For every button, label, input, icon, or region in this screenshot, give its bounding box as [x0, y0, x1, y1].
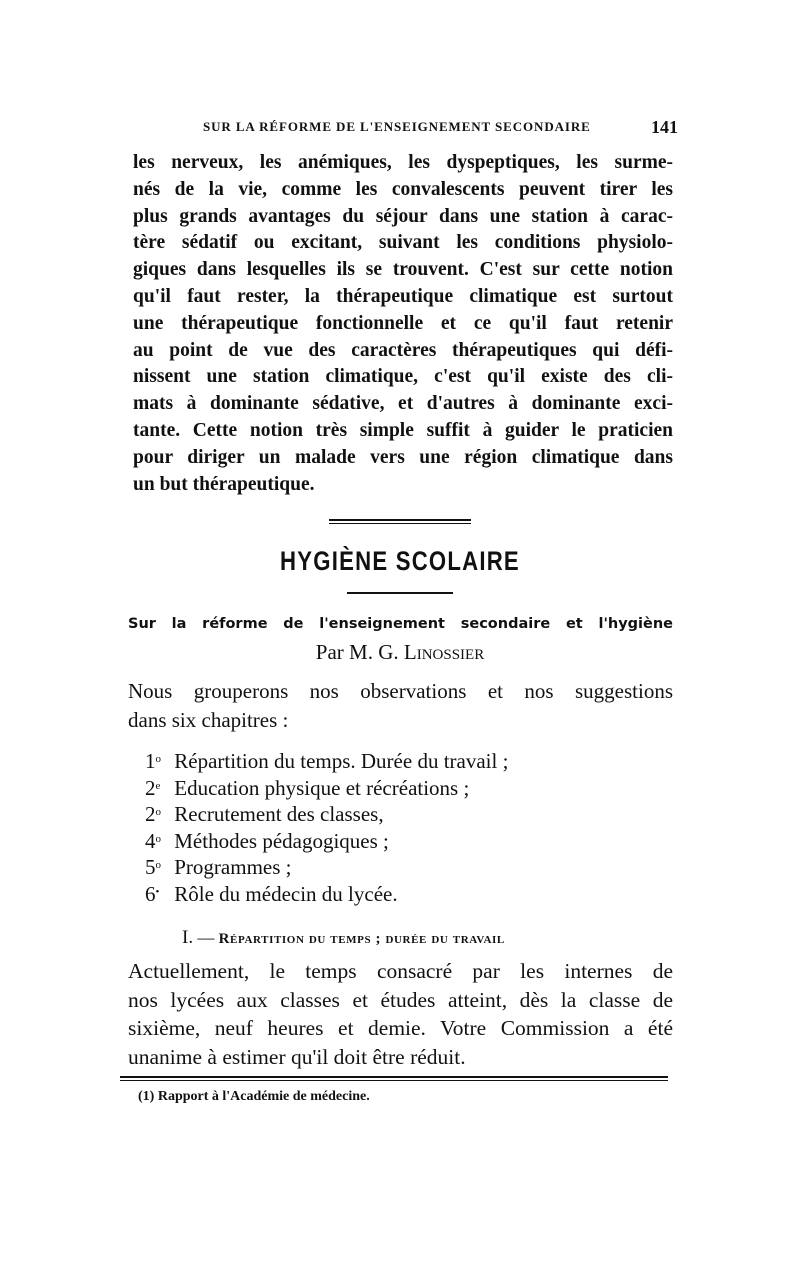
text-line: tère sédatif ou excitant, suivant les conditions physiolo-: [133, 232, 673, 254]
chapter-text: Méthodes pédagogiques ;: [174, 828, 389, 853]
text-line: qu'il faut rester, la thérapeutique climatique est surtout: [133, 285, 673, 307]
lead-paragraph: [128, 677, 673, 735]
footnote-marker: (1): [138, 1089, 155, 1104]
text-line: giques dans lesquelles ils se trouvent. C'est sur cette notion: [133, 259, 673, 281]
page-number: 141: [651, 117, 678, 137]
chapter-text: Recrutement des classes,: [174, 802, 384, 826]
subsection-numeral: I.: [182, 927, 194, 948]
text-line: nos lycées aux classes et études atteint, dès la classe de: [128, 987, 673, 1012]
chapter-item: [145, 773, 605, 800]
chapter-text: Répartition du temps. Durée du travail ;: [174, 749, 509, 773]
subsection-title: Répartition du temps ; durée du travail: [218, 931, 505, 947]
section-title: HYGIÈNE SCOLAIRE: [280, 546, 520, 576]
chapter-list: [145, 746, 605, 905]
footnote-text: Rapport à l'Académie de médecine.: [157, 1089, 370, 1104]
chapter-text: Rôle du médecin du lycée.: [174, 881, 398, 906]
author-name: Linossier: [403, 640, 485, 664]
text-line: pour diriger un malade vers une région climatique dans: [133, 446, 673, 468]
chapter-number: 6•: [145, 881, 160, 906]
footnote: [138, 1089, 370, 1105]
text-line: sixième, neuf heures et demie. Votre Commission a été: [128, 1016, 673, 1040]
text-line: nissent une station climatique, c'est qu'il existe des cli-: [133, 366, 673, 388]
intro-paragraph: [133, 150, 673, 498]
chapter-number: 1$^o$: [145, 749, 161, 773]
running-head: [203, 117, 678, 137]
title-underline: [347, 592, 453, 594]
text-line: les nerveux, les anémiques, les dyspeptiques, les surme-: [133, 152, 673, 173]
decorative-rule: [329, 519, 471, 521]
text-line: un but thérapeutique.: [133, 473, 315, 495]
chapter-number: 5$^o$: [145, 855, 161, 879]
author-line: [200, 640, 600, 665]
chapter-number: 2e: [145, 775, 161, 800]
text-line: au point de vue des caractères thérapeutiques qui défi-: [133, 339, 673, 361]
text-line: tante. Cette notion très simple suffit à guider le praticien: [133, 419, 673, 441]
text-line: une thérapeutique fonctionnelle et ce qu'il faut retenir: [133, 312, 673, 334]
closing-paragraph: [128, 957, 673, 1071]
subsection-heading: [182, 927, 682, 949]
article-subtitle: Sur la réforme de l'enseignement secondaire et l'hygiène: [128, 616, 673, 632]
author-prefix: Par M. G.: [315, 640, 399, 664]
text-line: plus grands avantages du séjour dans une station à carac-: [133, 205, 673, 227]
footnote-rule: [120, 1080, 668, 1081]
text-line: Actuellement, le temps consacré par les internes de: [128, 959, 673, 983]
chapter-item: [145, 799, 605, 826]
chapter-item: [145, 826, 605, 853]
chapter-item: [145, 852, 605, 879]
subsection-dash: —: [197, 928, 215, 947]
chapter-item: [145, 746, 605, 773]
decorative-rule: [329, 523, 471, 524]
text-line: Nous grouperons nos observations et nos suggestions: [128, 679, 673, 703]
chapter-text: Education physique et récréations ;: [174, 775, 470, 800]
text-line: dans six chapitres :: [128, 708, 289, 732]
running-title: SUR LA RÉFORME DE L'ENSEIGNEMENT SECONDAIRE: [203, 119, 591, 134]
text-line: unanime à estimer qu'il doit être réduit.: [128, 1044, 466, 1069]
text-line: nés de la vie, comme les convalescents peuvent tirer les: [133, 178, 673, 200]
text-line: mats à dominante sédative, et d'autres à dominante exci-: [133, 393, 673, 415]
chapter-number: 2$^o$: [145, 802, 161, 826]
chapter-number: 4$^o$: [145, 828, 161, 853]
chapter-item: [145, 879, 605, 906]
chapter-text: Programmes ;: [174, 855, 292, 879]
footnote-rule: [120, 1076, 668, 1078]
